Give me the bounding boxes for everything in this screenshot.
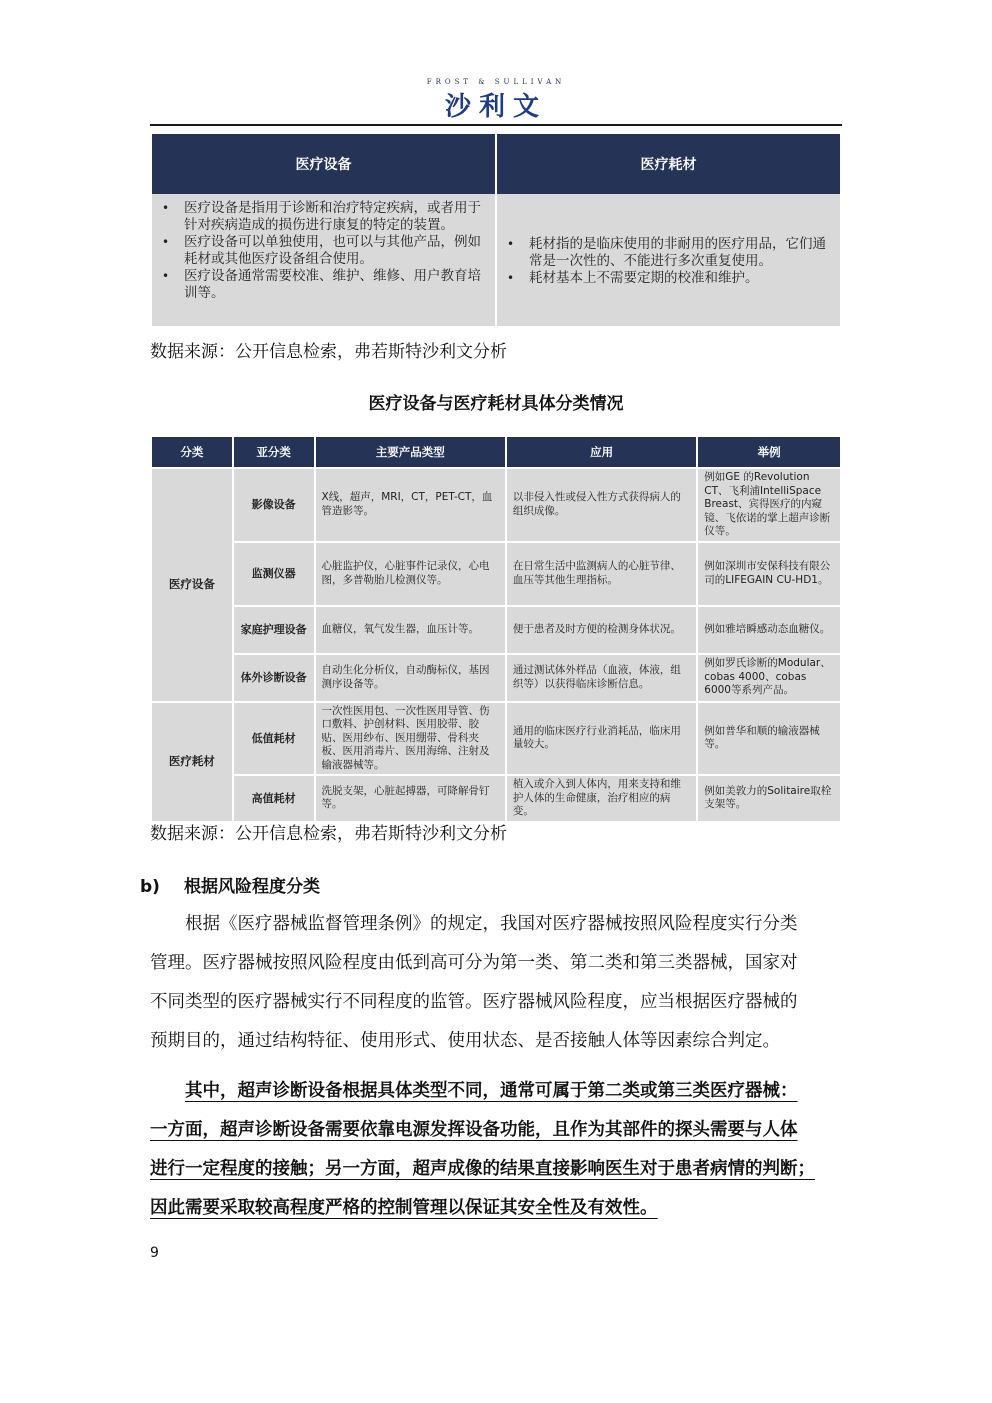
table-row — [151, 775, 841, 822]
paragraph-line-text: 因此需要采取较高程度严格的控制管理以保证其安全性及有效性。 — [150, 1198, 658, 1218]
source-note: 数据来源：公开信息检索，弗若斯特沙利文分析 — [150, 342, 507, 362]
example-cell: 例如罗氏诊断的Modular、cobas 4000、cobas 6000等系列产品。 — [697, 654, 841, 702]
paragraph-line-text: 进行一定程度的接触；另一方面，超声成像的结果直接影响医生对于患者病情的判断； — [150, 1159, 815, 1179]
column-header: 分类 — [151, 436, 233, 468]
column-header: 应用 — [506, 436, 697, 468]
paragraph-line — [150, 1150, 842, 1189]
products-cell: 一次性医用包、一次性医用导管、伤口敷料、护创材料、医用胶带、胶贴、医用纱布、医用绷带、骨科夹板、医用消毒片、医用海绵、注射及输液器械等。 — [315, 702, 506, 776]
comparison-header-devices: 医疗设备 — [152, 134, 495, 194]
table-row — [151, 702, 841, 776]
paragraph-line: 根据《医疗器械监督管理条例》的规定，我国对医疗器械按照风险程度实行分类 — [185, 914, 798, 934]
application-cell: 在日常生活中监测病人的心脏节律、血压等其他生理指标。 — [506, 542, 697, 606]
example-cell: 例如深圳市安保科技有限公司的LIFEGAIN CU-HD1。 — [697, 542, 841, 606]
list-item: • 耗材指的是临床使用的非耐用的医疗用品，它们通常是一次性的、不能进行多次重复使用。 — [529, 236, 828, 270]
comparison-header-consumables: 医疗耗材 — [497, 134, 840, 194]
table-header-row — [151, 436, 841, 468]
table-row — [151, 654, 841, 702]
paragraph-line: 预期目的，通过结构特征、使用形式、使用状态、是否接触人体等因素综合判定。 — [150, 1031, 780, 1051]
section-heading — [140, 872, 320, 897]
paragraph-line-text: 其中，超声诊断设备根据具体类型不同，通常可属于第二类或第三类医疗器械： — [185, 1081, 798, 1101]
comparison-consumables-cell — [497, 194, 840, 326]
table-row — [151, 468, 841, 542]
subcategory-cell: 高值耗材 — [233, 775, 315, 822]
column-header: 亚分类 — [233, 436, 315, 468]
column-header: 主要产品类型 — [315, 436, 506, 468]
example-cell: 例如普华和顺的输液器械等。 — [697, 702, 841, 776]
list-item: • 医疗设备是指用于诊断和治疗特定疾病，或者用于针对疾病造成的损伤进行康复的特定的装置。 — [184, 200, 483, 234]
subcategory-cell: 家庭护理设备 — [233, 606, 315, 654]
comparison-devices-cell — [152, 194, 495, 326]
source-note: 数据来源：公开信息检索，弗若斯特沙利文分析 — [150, 824, 507, 844]
list-item: • 医疗设备可以单独使用，也可以与其他产品，例如耗材或其他医疗设备组合使用。 — [184, 234, 483, 268]
category-cell: 医疗设备 — [151, 468, 233, 702]
header-rule — [150, 124, 842, 126]
products-cell: X线，超声，MRI，CT，PET-CT，血管造影等。 — [315, 468, 506, 542]
classification-table — [150, 435, 842, 823]
table-title: 医疗设备与医疗耗材具体分类情况 — [368, 394, 624, 414]
section-title: 根据风险程度分类 — [183, 877, 320, 897]
emphasis-paragraph — [150, 1072, 842, 1228]
paragraph-line — [150, 1111, 842, 1150]
products-cell: 血糖仪，氧气发生器，血压计等。 — [315, 606, 506, 654]
column-header: 举例 — [697, 436, 841, 468]
application-cell: 通过测试体外样品（血液，体液，组织等）以获得临床诊断信息。 — [506, 654, 697, 702]
page-number: 9 — [150, 1245, 159, 1261]
products-cell: 自动生化分析仪，自动酶标仪，基因测序设备等。 — [315, 654, 506, 702]
application-cell: 通用的临床医疗行业消耗品，临床用量较大。 — [506, 702, 697, 776]
table-row — [151, 606, 841, 654]
example-cell: 例如雅培瞬感动态血糖仪。 — [697, 606, 841, 654]
comparison-table — [150, 134, 842, 326]
paragraph-line — [150, 1189, 842, 1228]
list-item: • 医疗设备通常需要校准、维护、维修、用户教育培训等。 — [184, 268, 483, 302]
paragraph-line-text: 一方面，超声诊断设备需要依靠电源发挥设备功能，且作为其部件的探头需要与人体 — [150, 1120, 798, 1140]
paragraph-line: 不同类型的医疗器械实行不同程度的监管。医疗器械风险程度，应当根据医疗器械的 — [150, 992, 798, 1012]
body-paragraph — [150, 905, 842, 1061]
products-cell: 心脏监护仪，心脏事件记录仪，心电图，多普勒胎儿检测仪等。 — [315, 542, 506, 606]
table-row — [151, 542, 841, 606]
products-cell: 洗脱支架，心脏起搏器，可降解骨钉等。 — [315, 775, 506, 822]
application-cell: 便于患者及时方便的检测身体状况。 — [506, 606, 697, 654]
subcategory-cell: 体外诊断设备 — [233, 654, 315, 702]
category-cell: 医疗耗材 — [151, 702, 233, 822]
list-item: • 耗材基本上不需要定期的校准和维护。 — [529, 270, 828, 287]
subcategory-cell: 监测仪器 — [233, 542, 315, 606]
paragraph-line: 管理。医疗器械按照风险程度由低到高可分为第一类、第二类和第三类器械，国家对 — [150, 953, 798, 973]
application-cell: 植入或介入到人体内，用来支持和维护人体的生命健康，治疗相应的病变。 — [506, 775, 697, 822]
application-cell: 以非侵入性或侵入性方式获得病人的组织成像。 — [506, 468, 697, 542]
brand-english: FROST & SULLIVAN — [426, 78, 566, 86]
example-cell: 例如美敦力的Solitaire取栓支架等。 — [697, 775, 841, 822]
section-label: b) — [140, 877, 160, 897]
paragraph-line — [150, 1072, 842, 1111]
brand-logo: 沙利文 — [444, 92, 547, 122]
example-cell: 例如GE 的Revolution CT、飞利浦IntelliSpace Breast、宾得医疗的内窥镜、飞依诺的掌上超声诊断仪等。 — [697, 468, 841, 542]
subcategory-cell: 影像设备 — [233, 468, 315, 542]
subcategory-cell: 低值耗材 — [233, 702, 315, 776]
